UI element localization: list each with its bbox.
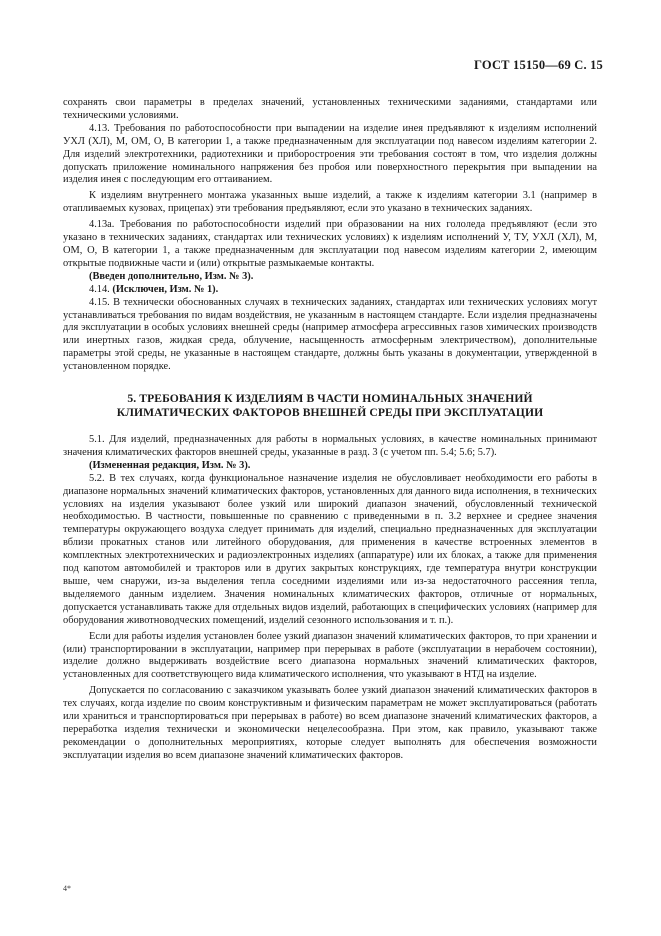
section-5-heading-line2: КЛИМАТИЧЕСКИХ ФАКТОРОВ ВНЕШНЕЙ СРЕДЫ ПРИ ЭКСПЛУАТАЦИИ [116, 406, 544, 420]
section-5-heading-line1: 5. ТРЕБОВАНИЯ К ИЗДЕЛИЯМ В ЧАСТИ НОМИНАЛЬНЫХ ЗНАЧЕНИЙ [127, 392, 533, 406]
document-body [63, 97, 597, 763]
paragraph-5-1: 5.1. Для изделий, предназначенных для работы в нормальных условиях, в качестве номинальных принимают значения климатических факторов внешней среды, указанные в разд. 3 (с учетом пп. 5.4; 5.6; 5.7). [63, 434, 597, 458]
paragraph-4-13: 4.13. Требования по работоспособности при выпадении на изделие инея предъявляют к изделиям исполнений УХЛ (ХЛ), М, ОМ, О, В категории 1, а также предназначенным для эксплуатации под навесом изделиям категории 2. Для изделий электротехники, радиотехники и приборостроения эти требования состоят в том, что изделия должны допускать приложение номинального напряжения без пробоя или поверхностного перекрытия при выпадении на изделия инея с последующим его оттаиванием. [63, 122, 597, 186]
paragraph-4-13a: 4.13а. Требования по работоспособности изделий при образовании на них гололеда предъявляют (если это указано в технических заданиях, стандартах или технических условиях) к изделиям исполнений У, ТУ, УХЛ (ХЛ), М, ОМ, О, В категории 1, а также предназначенным для эксплуатации под навесом изделиям категории 2, имеющим открытые подвижные части и (или) открытые размыкаемые контакты. [63, 219, 597, 269]
signature-mark: 4* [63, 884, 71, 893]
paragraph-internal-mounting: К изделиям внутреннего монтажа указанных выше изделий, а также к изделиям категории 3.1 (например в отапливаемых кузовах, прицепах) эти требования предъявляют, если это указано в технических заданиях. [63, 190, 597, 215]
section-5-heading [63, 392, 597, 420]
paragraph-4-14 [63, 284, 597, 297]
paragraph-4-15: 4.15. В технически обоснованных случаях в технических заданиях, стандартах или технических условиях могут устанавливаться требования по видам воздействия, не указанным в настоящем стандарте. Если изделия предназначены для эксплуатации в особых условиях внешней среды (например атмосфера агрессивных газов химических производств или инертных газов, жидкая среда, облучение, насыщенность атмосферным электричеством), дополнительные параметры этой среды, не указанные в настоящем стандарте, должны быть указаны в документации, утвержденной в установленном порядке. [63, 296, 597, 373]
paragraph-4-14-text: 4.14. (Исключен, Изм. № 1). [89, 283, 219, 295]
amendment-note-added: (Введен дополнительно, Изм. № 3). [89, 270, 254, 282]
paragraph-customer-agreement: Допускается по согласованию с заказчиком указывать более узкий диапазон значений климатических факторов в тех случаях, когда изделие по своим конструктивным и физическим параметрам не может эксплуатироваться (работать или храниться и транспортироваться при перерывах в работе) во всем диапазоне значений климатических факторов, а переработка изделия технически и экономически нецелесообразна. При этом, как правило, указывают также рекомендации о дополнительных мероприятиях, которые следует выполнять для обеспечения возможности эксплуатации изделия во всем диапазоне значений климатических факторов. [63, 685, 597, 761]
paragraph-continuation: сохранять свои параметры в пределах значений, установленных техническими заданиями, стандартами или техническими условиями. [63, 97, 597, 121]
amendment-note-revised: (Измененная редакция, Изм. № 3). [89, 459, 251, 471]
paragraph-5-2: 5.2. В тех случаях, когда функциональное назначение изделия не обусловливает необходимости его работы в диапазоне нормальных значений климатических факторов, установленных для данного вида исполнения, в технических условиях на изделия указывают более узкий или широкий диапазон значений, обусловленный технической необходимостью. В частности, повышенные по сравнению с приведенными в п. 3.2 верхнее и среднее значения температуры окружающего воздуха следует принимать для изделий, специально предназначенных для эксплуатации вблизи прокатных станов или литейного оборудования, для применения в качестве встроенных элементов в комплектных электротехнических и радиоэлектронных изделиях (аппаратуре) или их блоках, а также для применения под капотом автомобилей и тракторов или в других закрытых конструкциях, где температура внутри конструкции выше, чем снаружи, из-за выделения тепла соседними изделиями или из-за недостаточного рассеяния тепла, выделяемого данным изделием. Значения номинальных климатических факторов, отличные от нормальных, допускается устанавливать также для отдельных видов изделий, работающих в специфических условиях (например для оборудования животноводческих помещений, изделий сезонного использования и т. п.). [63, 472, 597, 626]
page-header: ГОСТ 15150—69 С. 15 [474, 58, 603, 72]
paragraph-narrow-range: Если для работы изделия установлен более узкий диапазон значений климатических факторов, то при хранении и (или) транспортировании в эксплуатации, например при перерывах в работе (эксплуатации в нерабочем состоянии), изделие должно выдерживать воздействие всего диапазона нормальных значений климатических факторов, установленных для соответствующего вида климатического исполнения, что указывают в НТД на изделие. [63, 630, 597, 681]
